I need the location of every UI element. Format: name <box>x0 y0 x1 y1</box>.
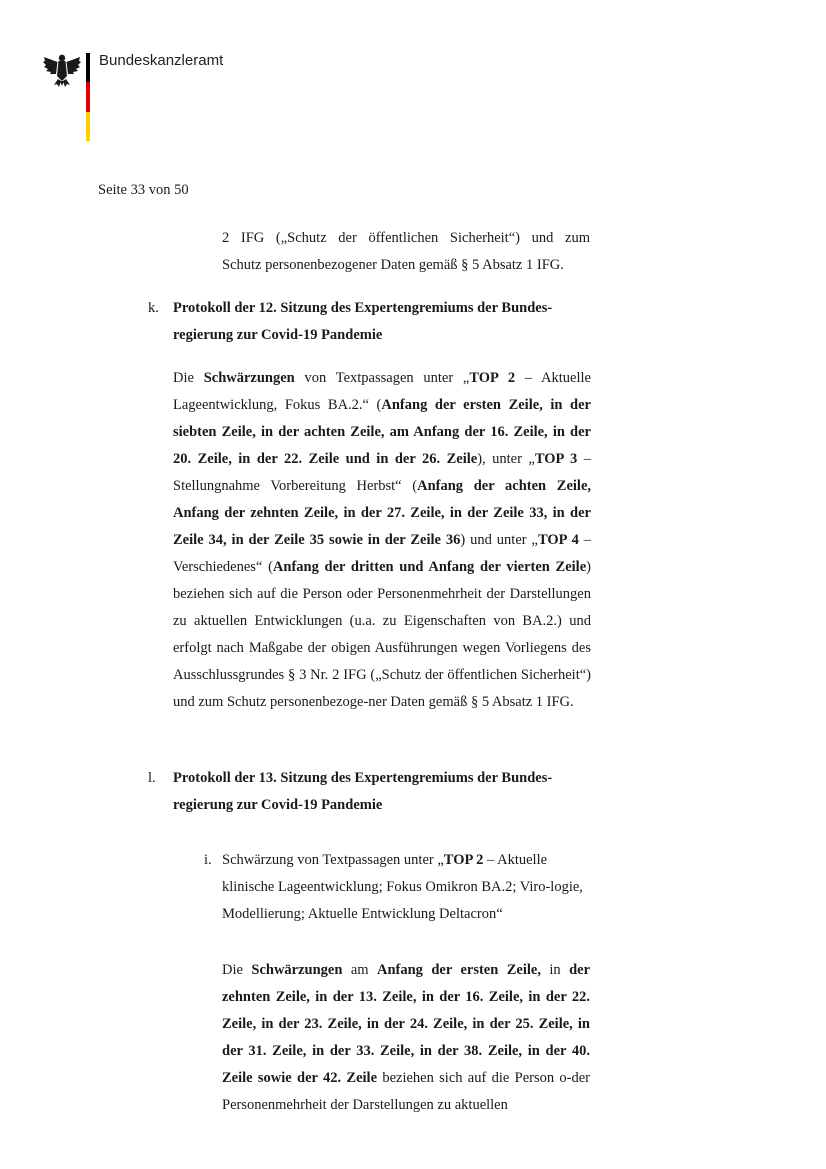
text-run: in <box>540 962 570 978</box>
text-run-bold: TOP 3 <box>534 451 578 467</box>
text-run: ) beziehen sich auf die Person oder Personenmehrheit der Darstellungen zu aktuellen Entwicklungen (u.a. zu Eigenschaften von BA.2.) und erfolgt nach Maßgabe der obigen Ausführungen wegen Vorliegens des Ausschlussgrundes § 3 Nr. 2 IFG („Schutz der öffentlichen Sicherheit“) und zum Schutz personenbezoge-ner Daten gemäß § 5 Absatz 1 IFG. <box>173 559 591 710</box>
section-k-marker: k. <box>148 300 159 316</box>
text-run: ), unter „ <box>477 451 535 467</box>
federal-eagle-icon <box>42 52 82 88</box>
section-l-heading-line-2: regierung zur Covid-19 Pandemie <box>173 797 383 813</box>
text-run-bold: TOP 4 <box>537 532 579 548</box>
text-run-bold: Anfang der ersten Zeile, <box>377 962 541 978</box>
text-run: am <box>342 962 377 978</box>
text-run-bold: der zehnten Zeile, in der 13. Zeile, in der 16. Zeile, in der 22. Zeile, in der 23. Zeile, in der 24. Zeile, in der 25. Zeile, in der 31. Zeile, in der 33. Zeile, in der 38. Zeile, in der 40. Zeile sowie der 42. Zeile <box>222 962 591 1086</box>
text-run: – Aktuelle klinische Lageentwicklung; Fokus Omikron BA.2; Viro-logie, Modellierung; Aktuelle Entwicklung Deltacron“ <box>222 852 583 922</box>
continuation-line-2: Schutz personenbezogener Daten gemäß § 5 Absatz 1 IFG. <box>222 257 564 273</box>
text-run: Die <box>222 962 252 978</box>
text-run-bold: Schwärzungen <box>251 962 343 978</box>
subsection-i-paragraph <box>222 957 590 1119</box>
text-run: – Verschiedenes“ ( <box>173 532 592 575</box>
continuation-line-1: 2 IFG („Schutz der öffentlichen Sicherheit“) und zum <box>222 230 590 246</box>
text-run: von Textpassagen unter „ <box>294 370 470 386</box>
page-number: Seite 33 von 50 <box>98 182 189 198</box>
section-l-heading-line-1: Protokoll der 13. Sitzung des Expertengremiums der Bundes- <box>173 770 553 786</box>
org-name: Bundeskanzleramt <box>99 52 224 69</box>
text-run-bold: Schwärzungen <box>203 370 295 386</box>
continuation-paragraph <box>222 225 590 279</box>
text-run-bold: Anfang der dritten und Anfang der vierten Zeile <box>272 559 587 575</box>
text-run: beziehen sich auf die Person o-der Personenmehrheit der Darstellungen zu aktuellen <box>222 1070 590 1113</box>
subsection-i-marker: i. <box>204 852 212 868</box>
section-l-heading <box>173 765 593 819</box>
text-run: – Aktuelle Lageentwicklung, Fokus BA.2.“ ( <box>173 370 591 413</box>
text-run: ) und unter „ <box>460 532 538 548</box>
text-run-bold: TOP 2 <box>469 370 516 386</box>
section-k-heading-line-2: regierung zur Covid-19 Pandemie <box>173 327 383 343</box>
section-k-heading <box>173 295 593 349</box>
text-run: Schwärzung von Textpassagen unter „ <box>222 852 444 868</box>
german-flag-bar <box>86 53 90 141</box>
text-run-bold: Anfang der ersten Zeile, in der siebten Zeile, in der achten Zeile, am Anfang der 16. Zeile, in der 20. Zeile, in der 22. Zeile und in der 26. Zeile <box>173 397 591 467</box>
text-run-bold: Anfang der achten Zeile, Anfang der zehnten Zeile, in der 27. Zeile, in der Zeile 33, in der Zeile 34, in der Zeile 35 sowie in der Zeile 36 <box>173 478 591 548</box>
section-k-paragraph <box>173 365 591 716</box>
text-run: – Stellungnahme Vorbereitung Herbst“ ( <box>173 451 592 494</box>
subsection-i-heading <box>222 847 592 928</box>
section-l-marker: l. <box>148 770 156 786</box>
section-k-heading-line-1: Protokoll der 12. Sitzung des Expertengremiums der Bundes- <box>173 300 553 316</box>
text-run-bold: TOP 2 <box>443 852 484 868</box>
text-run: Die <box>173 370 204 386</box>
